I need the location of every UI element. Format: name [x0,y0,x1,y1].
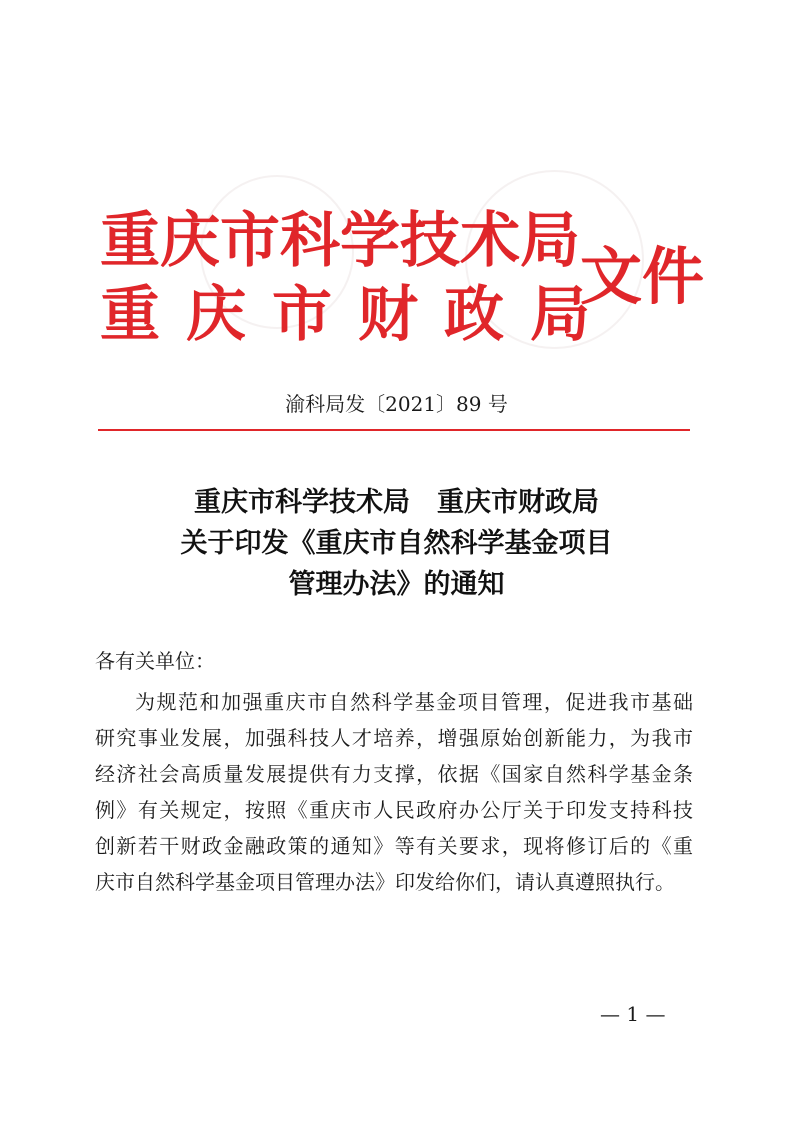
document-type-label: 文件 [580,240,705,313]
body-line: 例》有关规定，按照《重庆市人民政府办公厅关于印发支持科技 [95,798,693,822]
red-divider [98,429,690,431]
body-paragraph [95,684,693,900]
issuer-name-1: 重庆市科学技术局 [100,206,580,276]
body-line: 庆市自然科学基金项目管理办法》印发给你们，请认真遵照执行。 [95,870,675,894]
document-title [0,482,793,605]
title-line-2: 关于印发《重庆市自然科学基金项目 [180,528,613,559]
body-line: 为规范和加强重庆市自然科学基金项目管理，促进我市基础 [135,690,693,714]
salutation: 各有关单位： [95,649,215,673]
title-line-3: 管理办法》的通知 [288,569,505,600]
document-number: 渝科局发〔2021〕89 号 [285,392,508,416]
page-number: — 1 — [600,1002,666,1026]
body-line: 创新若干财政金融政策的通知》等有关要求，现将修订后的《重 [95,834,693,858]
body-line: 研究事业发展，加强科技人才培养，增强原始创新能力，为我市 [95,726,693,750]
issuer-name-2: 重庆市财政局 [100,280,616,350]
title-line-1: 重庆市科学技术局 重庆市财政局 [194,487,599,518]
body-line: 经济社会高质量发展提供有力支撑，依据《国家自然科学基金条 [95,762,693,786]
